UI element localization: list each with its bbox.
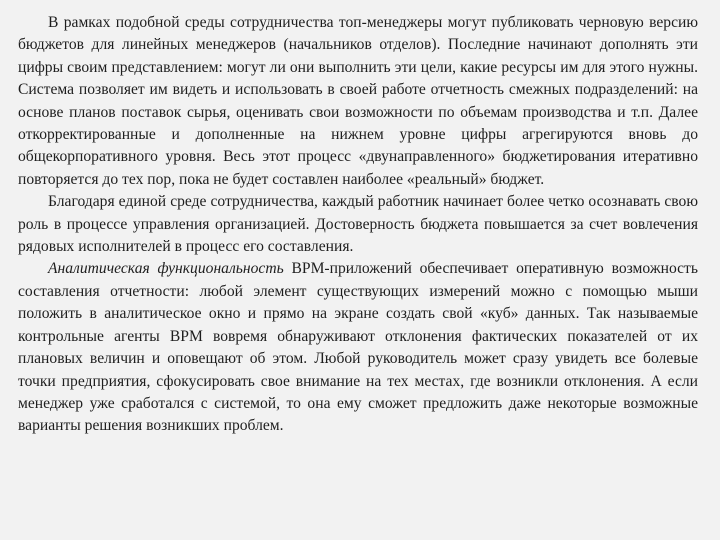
- paragraph-collaborative-budgeting: [18, 12, 698, 191]
- paragraph-text: Благодаря единой среде сотрудничества, каждый работник начинает более четко осознавать свою роль в процессе управления организацией. Достоверность бюджета повышается за счет вовлечения рядовых исполнителей в процесс его составления.: [18, 193, 698, 256]
- paragraph-text: BPM-приложений обеспечивает оперативную возможность составления отчетности: любой элемент существующих измерений можно с помощью мыши положить в аналитическое окно и прямо на экране создать свой «куб» данных. Так называемые контрольные агенты BPM вовремя обнаруживают отклонения фактических показателей от их плановых величин и оповещают об этом. Любой руководитель может сразу увидеть все болевые точки предприятия, сфокусировать свое внимание на тех местах, где возникли отклонения. А если менеджер уже сработался с системой, то она ему сможет предложить даже некоторые возможные варианты решения возникших проблем.: [18, 260, 698, 435]
- paragraph-employee-role: [18, 191, 698, 258]
- paragraph-analytical-functionality: [18, 258, 698, 437]
- document-page: [18, 12, 698, 438]
- italic-lead-term: Аналитическая функциональность: [48, 260, 284, 278]
- paragraph-text: В рамках подобной среды сотрудничества топ-менеджеры могут публиковать черновую версию бюджетов для линейных менеджеров (начальников отделов). Последние начинают дополнять эти цифры своим представлением: могут ли они выполнить эти цели, какие ресурсы им для этого нужны. Система позволяет им видеть и использовать в своей работе отчетность смежных подразделений: на основе планов поставок сырья, оценивать свои возможности по объемам производства и т.п. Далее откорректированные и дополненные на нижнем уровне цифры агрегируются вновь до общекорпоративного уровня. Весь этот процесс «двунаправленного» бюджетирования итеративно повторяется до тех пор, пока не будет составлен наиболее «реальный» бюджет.: [18, 14, 698, 188]
